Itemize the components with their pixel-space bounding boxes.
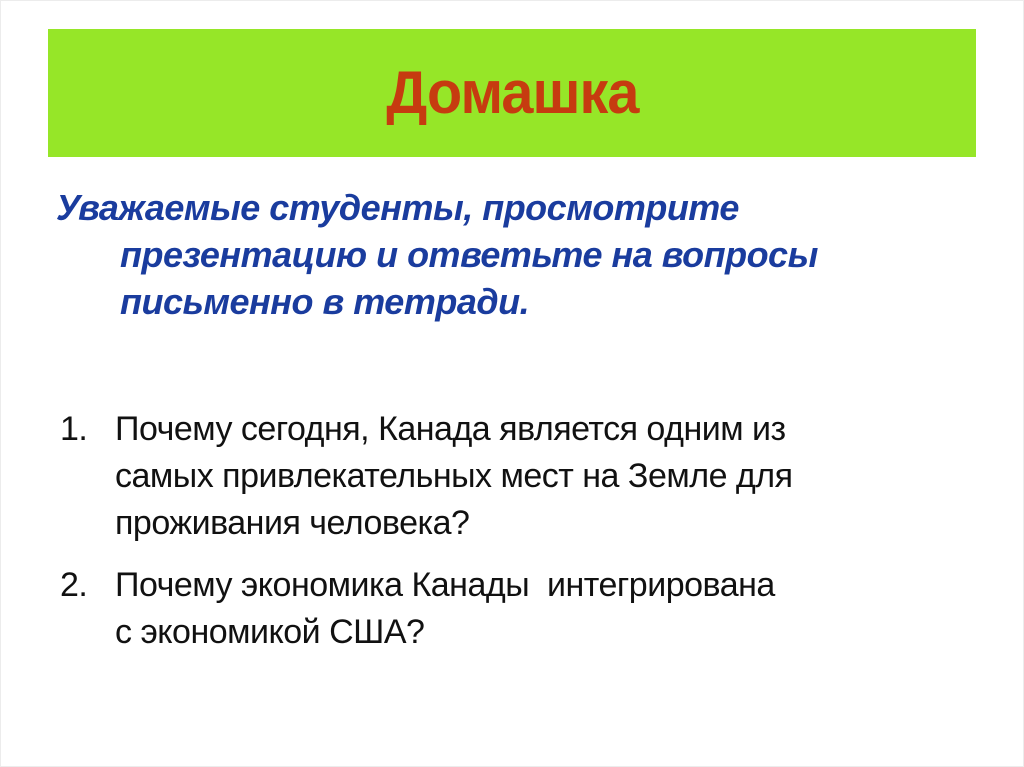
- question-item-2: [60, 562, 980, 656]
- question-2-line-2: с экономикой США?: [115, 613, 425, 651]
- question-2-line-1: Почему экономика Канады интегрирована: [115, 566, 775, 604]
- question-1-line-3: проживания человека?: [115, 504, 470, 542]
- question-item-1: [60, 406, 980, 547]
- slide-title: Домашка: [385, 59, 639, 126]
- question-text-2: [115, 562, 980, 656]
- question-number-2: 2.: [60, 566, 88, 604]
- question-text-1: [115, 406, 980, 547]
- intro-line-3: письменно в тетради.: [120, 281, 530, 322]
- question-list: [60, 406, 980, 656]
- question-1-line-1: Почему сегодня, Канада является одним из: [115, 410, 786, 448]
- intro-text: [56, 184, 956, 325]
- intro-line-2: презентацию и ответьте на вопросы: [120, 234, 818, 275]
- question-1-line-2: самых привлекательных мест на Земле для: [115, 457, 793, 495]
- question-number-1: 1.: [60, 410, 88, 448]
- intro-line-1: Уважаемые студенты, просмотрите: [56, 187, 739, 228]
- title-banner: [48, 29, 976, 157]
